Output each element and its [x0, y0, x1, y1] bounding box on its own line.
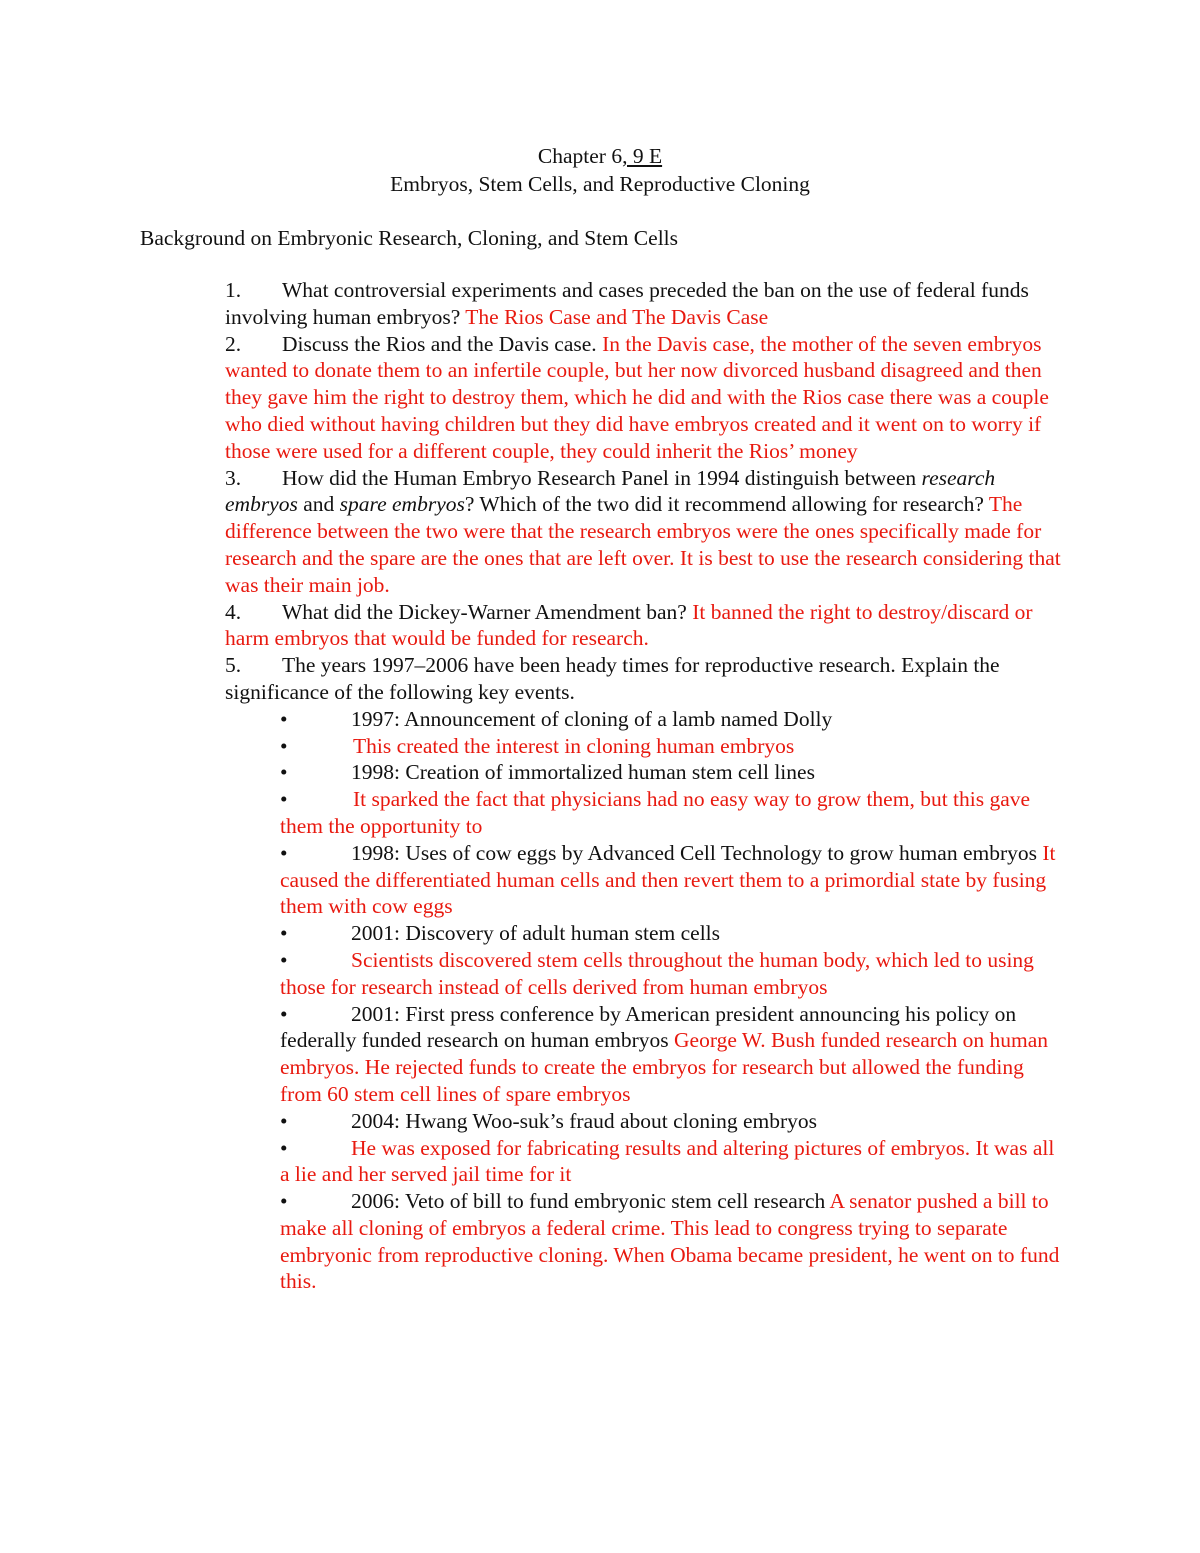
- event-item: [280, 786, 1065, 840]
- bullet: •: [280, 1189, 288, 1214]
- bullet: •: [280, 947, 288, 972]
- event-item: [280, 1001, 1065, 1108]
- event-item: [280, 840, 1065, 920]
- question-text: The years 1997–2006 have been heady times for reproductive research. Explain the significance of the following key events.: [225, 653, 1000, 704]
- event-text: 2004: Hwang Woo-suk’s fraud about cloning embryos: [351, 1108, 818, 1133]
- event-text: 2006: Veto of bill to fund embryonic stem cell research: [351, 1189, 830, 1214]
- question-text: How did the Human Embryo Research Panel in 1994 distinguish between: [282, 465, 922, 490]
- answer-text: The Rios Case and The Davis Case: [465, 304, 769, 329]
- answer-text: The difference between the two were that the research embryos were the ones specifically made for research and the spare are the ones that are left over. It is best to use the research considering that was their main job.: [225, 492, 1061, 597]
- bullet: •: [280, 1001, 288, 1026]
- bullet: •: [280, 733, 288, 758]
- event-item: [280, 947, 1065, 1001]
- question-text: What did the Dickey-Warner Amendment ban?: [282, 599, 693, 624]
- event-answer: George W. Bush funded research on human embryos. He rejected funds to create the embryos for research but allowed the funding from 60 stem cell lines of spare embryos: [280, 1028, 1048, 1106]
- chapter-subtitle: Embryos, Stem Cells, and Reproductive Cloning: [390, 172, 810, 196]
- question-number: 2.: [225, 331, 242, 356]
- term-spare-embryos: spare embryos: [339, 492, 465, 517]
- event-item: [280, 920, 1065, 947]
- event-item: [280, 733, 1065, 760]
- question-list: [225, 277, 1065, 1295]
- question-3: [225, 465, 1065, 599]
- bullet: •: [280, 760, 288, 785]
- event-item: [280, 1108, 1065, 1135]
- bullet: •: [280, 840, 288, 865]
- event-item: [280, 1135, 1065, 1189]
- bullet: •: [280, 921, 288, 946]
- answer-text: It banned the right to destroy/discard or harm embryos that would be funded for research.: [225, 599, 1033, 651]
- question-2: [225, 331, 1065, 465]
- question-number: 3.: [225, 465, 242, 490]
- event-text: 2001: First press conference by American president announcing his policy on federally funded research on human embryos: [280, 1001, 1017, 1053]
- edition-label: , 9 E: [622, 144, 663, 168]
- chapter-title: [0, 142, 1200, 170]
- event-list: [280, 706, 1065, 1296]
- answer-text: In the Davis case, the mother of the seven embryos wanted to donate them to an infertile couple, but her now divorced husband disagreed and then they gave him the right to destroy them, which he did and with the Rios case there was a couple who died without having children but they did have embryos created and it went on to worry if those were used for a different couple, they could inherit the Rios’ money: [225, 331, 1049, 463]
- question-5: [225, 652, 1065, 706]
- event-item: [280, 759, 1065, 786]
- event-item: [280, 1188, 1065, 1295]
- event-answer: It sparked the fact that physicians had no easy way to grow them, but this gave them the opportunity to: [280, 787, 1031, 838]
- event-answer: Scientists discovered stem cells throughout the human body, which led to using those for research instead of cells derived from human embryos: [280, 947, 1034, 999]
- event-answer: This created the interest in cloning human embryos: [353, 733, 795, 758]
- event-text: 2001: Discovery of adult human stem cells: [351, 921, 721, 946]
- event-text: 1998: Creation of immortalized human stem cell lines: [351, 760, 815, 785]
- event-answer: It caused the differentiated human cells and then revert them to a primordial state by fusing them with cow eggs: [280, 840, 1056, 919]
- chapter-label: Chapter 6: [537, 144, 623, 168]
- question-text: and: [297, 492, 340, 517]
- question-text: What controversial experiments and cases preceded the ban on the use of federal funds involving human embryos?: [225, 278, 1029, 329]
- question-text: ? Which of the two did it recommend allowing for research?: [464, 492, 989, 517]
- event-answer: He was exposed for fabricating results and altering pictures of embryos. It was all a lie and her served jail time for it: [280, 1135, 1055, 1187]
- section-heading: Background on Embryonic Research, Cloning, and Stem Cells: [140, 226, 679, 250]
- document-title: [0, 142, 1200, 198]
- bullet: •: [280, 1135, 288, 1160]
- question-1: [225, 277, 1065, 331]
- bullet: •: [280, 706, 288, 731]
- event-text: 1998: Uses of cow eggs by Advanced Cell Technology to grow human embryos: [351, 840, 1043, 865]
- question-number: 4.: [225, 599, 242, 624]
- event-item: [280, 706, 1065, 733]
- bullet: •: [280, 1108, 288, 1133]
- event-answer: A senator pushed a bill to make all cloning of embryos a federal crime. This lead to congress trying to separate embryonic from reproductive cloning. When Obama became president, he went on to fund this.: [280, 1189, 1060, 1294]
- bullet: •: [280, 787, 288, 812]
- event-text: 1997: Announcement of cloning of a lamb named Dolly: [351, 706, 833, 731]
- term-research-embryos: research embryos: [225, 465, 996, 517]
- question-number: 1.: [225, 278, 242, 302]
- question-4: [225, 599, 1065, 653]
- question-number: 5.: [225, 653, 242, 678]
- question-text: Discuss the Rios and the Davis case.: [282, 331, 603, 356]
